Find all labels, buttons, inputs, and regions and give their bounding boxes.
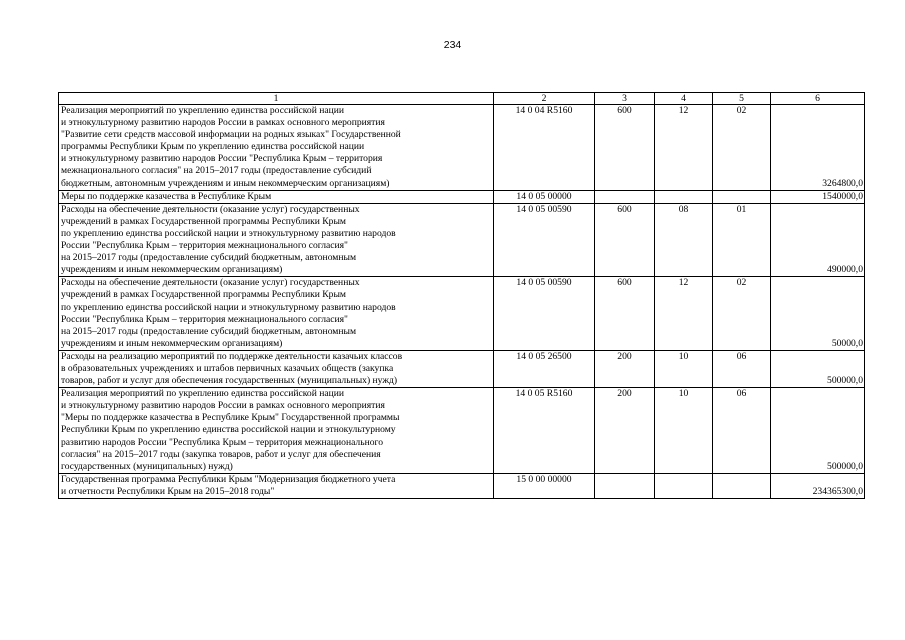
table-row: [59, 350, 865, 387]
header-cell: 6: [771, 93, 865, 105]
row-expense-type-cell: 600: [595, 203, 655, 277]
row-expense-type-cell: [595, 190, 655, 203]
row-name-cell: Государственная программа Республики Крым "Модернизация бюджетного учета и отчетности Республики Крым на 2015–2018 годы": [59, 473, 494, 498]
row-name-cell: Реализация мероприятий по укреплению единства российской нации и этнокультурному развитию народов России в рамках основного мероприятия "Развитие сети средств массовой информации на родных языках" Государственной программы Республики Крым по укреплению единства российской нации и этнокультурному развитию народов России "Республика Крым – территория межнационального согласия" на 2015–2017 годы (предоставление субсидий бюджетным, автономным учреждениям и иным некоммерческим организациям): [59, 105, 494, 191]
row-amount-cell: 1540000,0: [771, 190, 865, 203]
header-cell: 5: [713, 93, 771, 105]
row-name-cell: Расходы на реализацию мероприятий по поддержке деятельности казачьих классов в образовательных учреждениях и штабов первичных казачьих обществ (закупка товаров, работ и услуг для обеспечения государственных (муниципальных) нужд): [59, 350, 494, 387]
row-section-cell: 10: [655, 388, 713, 474]
row-amount-cell: 234365300,0: [771, 473, 865, 498]
budget-table: [58, 92, 865, 499]
table-header-row: [59, 93, 865, 105]
row-amount-cell: 500000,0: [771, 350, 865, 387]
row-code-cell: 14 0 05 00590: [494, 203, 595, 277]
row-subsection-cell: [713, 473, 771, 498]
row-section-cell: [655, 473, 713, 498]
row-name-cell: Расходы на обеспечение деятельности (оказание услуг) государственных учреждений в рамках Государственной программы Республики Крым по укреплению единства российской нации и этнокультурному развитию народов России "Республика Крым – территория межнационального согласия" на 2015–2017 годы (предоставление субсидий бюджетным, автономным учреждениям и иным некоммерческим организациям): [59, 203, 494, 277]
row-amount-cell: 3264800,0: [771, 105, 865, 191]
row-code-cell: 15 0 00 00000: [494, 473, 595, 498]
row-code-cell: 14 0 05 00590: [494, 277, 595, 351]
row-expense-type-cell: 600: [595, 277, 655, 351]
row-amount-cell: 50000,0: [771, 277, 865, 351]
row-name-cell: Реализация мероприятий по укреплению единства российской нации и этнокультурному развитию народов России в рамках основного мероприятия "Меры по поддержке казачества в Республике Крым" Государственной программы Республики Крым по укреплению единства российской нации и этнокультурному развитию народов России "Республика Крым – территория межнационального согласия" на 2015–2017 годы (закупка товаров, работ и услуг для обеспечения государственных (муниципальных) нужд): [59, 388, 494, 474]
table-row: [59, 473, 865, 498]
header-cell: 2: [494, 93, 595, 105]
row-expense-type-cell: [595, 473, 655, 498]
row-section-cell: 08: [655, 203, 713, 277]
header-cell: 3: [595, 93, 655, 105]
header-cell: 4: [655, 93, 713, 105]
row-section-cell: [655, 190, 713, 203]
row-subsection-cell: 02: [713, 105, 771, 191]
table-row: [59, 388, 865, 474]
table-row: [59, 105, 865, 191]
row-subsection-cell: 02: [713, 277, 771, 351]
row-code-cell: 14 0 05 00000: [494, 190, 595, 203]
row-subsection-cell: [713, 190, 771, 203]
row-subsection-cell: 06: [713, 388, 771, 474]
page-number: 234: [443, 39, 462, 51]
row-amount-cell: 500000,0: [771, 388, 865, 474]
row-code-cell: 14 0 04 R5160: [494, 105, 595, 191]
table-row: [59, 277, 865, 351]
row-expense-type-cell: 200: [595, 350, 655, 387]
row-amount-cell: 490000,0: [771, 203, 865, 277]
table-row: [59, 203, 865, 277]
row-expense-type-cell: 600: [595, 105, 655, 191]
row-expense-type-cell: 200: [595, 388, 655, 474]
row-code-cell: 14 0 05 26500: [494, 350, 595, 387]
row-subsection-cell: 06: [713, 350, 771, 387]
row-section-cell: 12: [655, 277, 713, 351]
row-name-cell: Меры по поддержке казачества в Республике Крым: [59, 190, 494, 203]
row-section-cell: 12: [655, 105, 713, 191]
row-section-cell: 10: [655, 350, 713, 387]
header-cell: 1: [59, 93, 494, 105]
row-subsection-cell: 01: [713, 203, 771, 277]
row-code-cell: 14 0 05 R5160: [494, 388, 595, 474]
row-name-cell: Расходы на обеспечение деятельности (оказание услуг) государственных учреждений в рамках Государственной программы Республики Крым по укреплению единства российской нации и этнокультурному развитию народов России "Республика Крым – территория межнационального согласия" на 2015–2017 годы (предоставление субсидий бюджетным, автономным учреждениям и иным некоммерческим организациям): [59, 277, 494, 351]
table-row: [59, 190, 865, 203]
